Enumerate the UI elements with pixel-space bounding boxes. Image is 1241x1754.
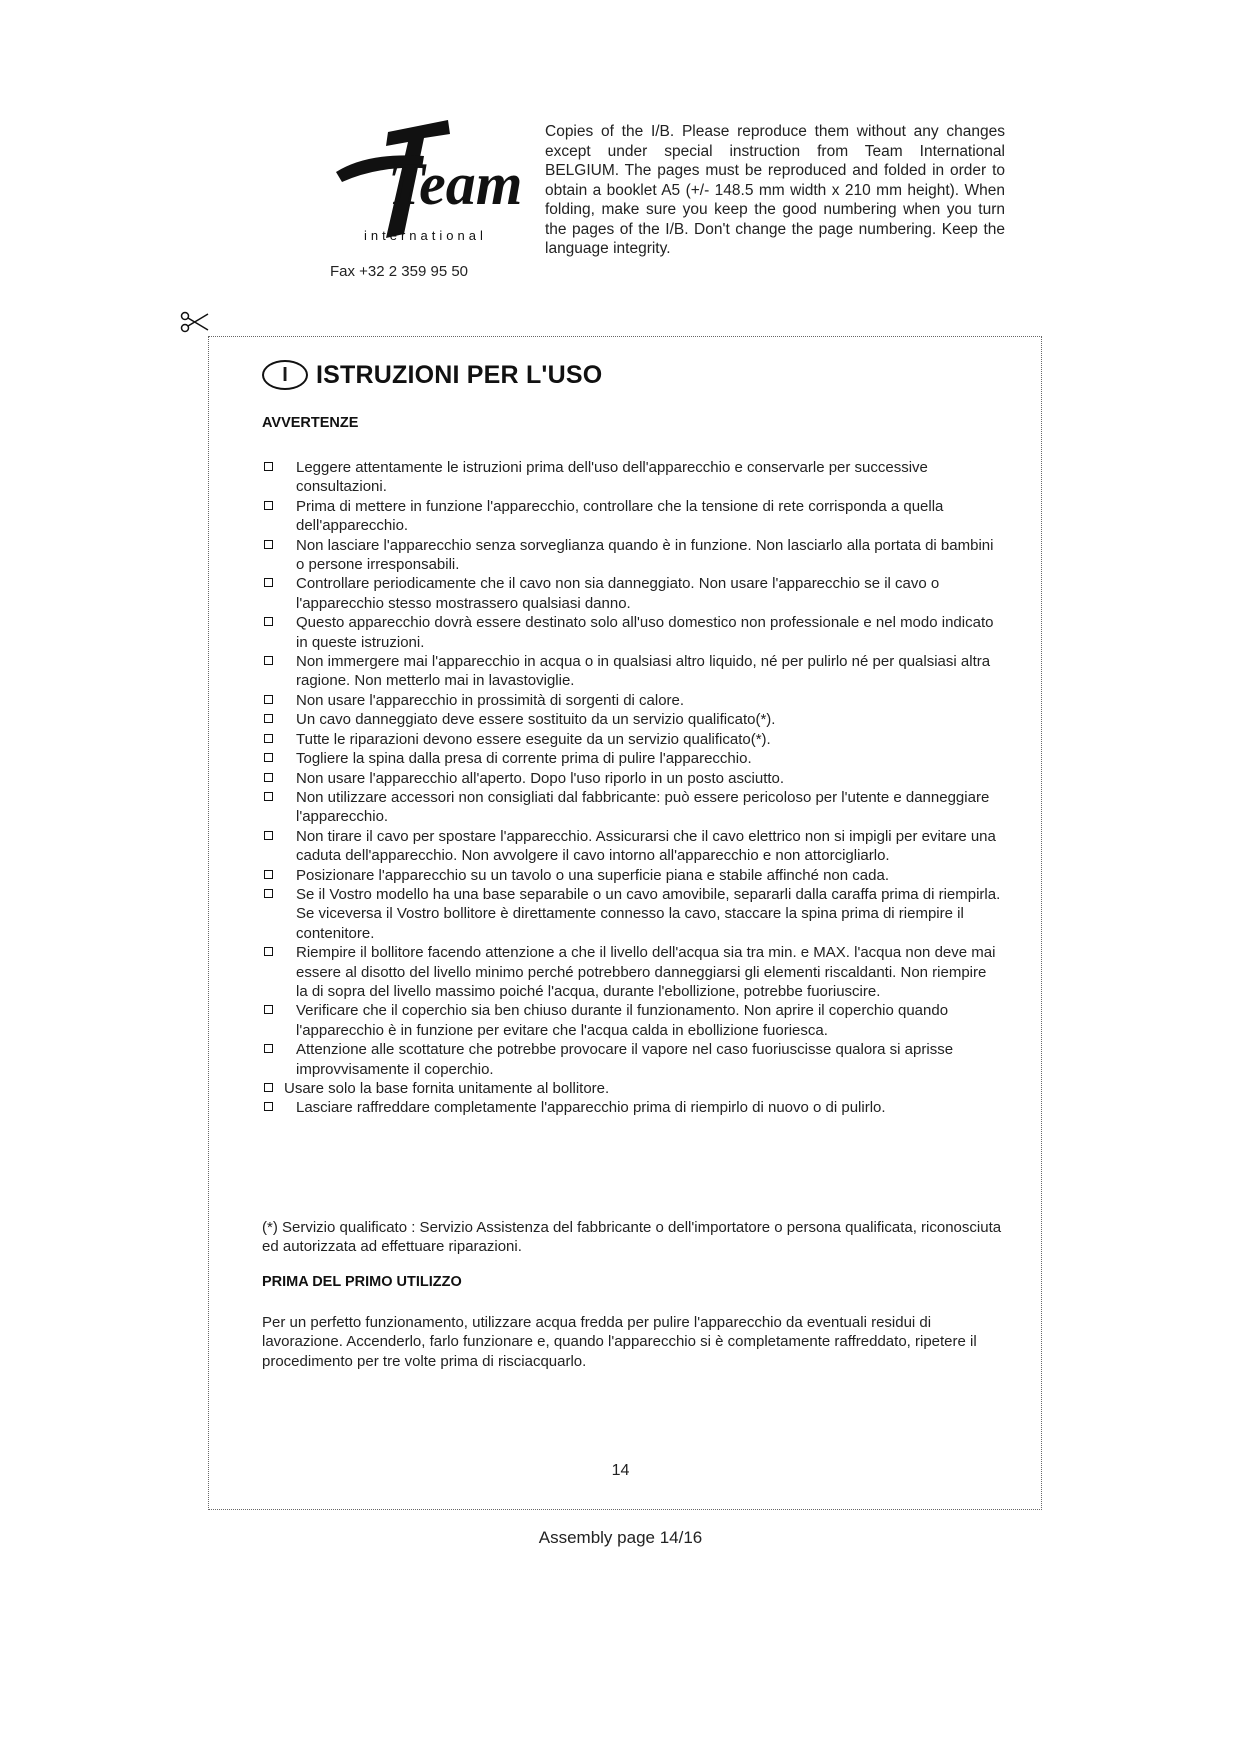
section-title-row [262,355,602,395]
list-item: Verificare che il coperchio sia ben chiuso durante il funzionamento. Non aprire il coperchio quando l'apparecchio è in funzione per evitare che l'acqua calda in ebollizione fuoriesca. [262,1001,1002,1040]
checkbox-bullet-icon [264,753,273,762]
list-item: Tutte le riparazioni devono essere eseguite da un servizio qualificato(*). [262,730,1002,749]
list-item: Non utilizzare accessori non consigliati dal fabbricante: può essere pericoloso per l'utente e danneggiare l'apparecchio. [262,788,1002,827]
section-title: ISTRUZIONI PER L'USO [316,360,603,389]
fax-number: Fax +32 2 359 95 50 [330,263,469,280]
checkbox-bullet-icon [264,656,273,665]
list-item: Leggere attentamente le istruzioni prima dell'uso dell'apparecchio e conservarle per successive consultazioni. [262,458,1002,497]
checkbox-bullet-icon [264,870,273,879]
list-item: Usare solo la base fornita unitamente al bollitore. [262,1079,1002,1098]
scissors-icon [180,310,210,334]
checkbox-bullet-icon [264,831,273,840]
checkbox-bullet-icon [264,617,273,626]
checkbox-bullet-icon [264,1083,273,1092]
list-item: Non usare l'apparecchio all'aperto. Dopo l'uso riporlo in un posto asciutto. [262,769,1002,788]
list-item: Non usare l'apparecchio in prossimità di sorgenti di calore. [262,691,1002,710]
list-item: Prima di mettere in funzione l'apparecchio, controllare che la tensione di rete corrisponda a quella dell'apparecchio. [262,497,1002,536]
list-item: Non lasciare l'apparecchio senza sorveglianza quando è in funzione. Non lasciarlo alla portata di bambini o persone irresponsabili. [262,536,1002,575]
logo-wordmark: Team [388,151,523,217]
list-item: Posizionare l'apparecchio su un tavolo o una superficie piana e stabile affinché non cada. [262,866,1002,885]
list-item: Controllare periodicamente che il cavo non sia danneggiato. Non usare l'apparecchio se il cavo o l'apparecchio stesso mostrassero qualsiasi danno. [262,574,1002,613]
list-item: Se il Vostro modello ha una base separabile o un cavo amovibile, separarli dalla caraffa prima di riempirla. Se viceversa il Vostro bollitore è direttamente connesso la cavo, staccare la spina prima di riempire il contenitore. [262,885,1002,943]
checkbox-bullet-icon [264,792,273,801]
list-item: Riempire il bollitore facendo attenzione a che il livello dell'acqua sia tra min. e MAX. l'acqua non deve mai essere al disotto del livello minimo perché potrebbero danneggiarsi gli elementi riscaldanti. Non riempire la di sopra del livello massimo poiché l'acqua, durante l'ebollizione, potrebbe fuoriuscire. [262,943,1002,1001]
checkbox-bullet-icon [264,773,273,782]
list-item: Attenzione alle scottature che potrebbe provocare il vapore nel caso fuoriuscisse qualora si aprisse improvvisamente il coperchio. [262,1040,1002,1079]
list-item: Questo apparecchio dovrà essere destinato solo all'uso domestico non professionale e nel modo indicato in queste istruzioni. [262,613,1002,652]
checkbox-bullet-icon [264,889,273,898]
team-international-logo [328,112,523,262]
warnings-heading: AVVERTENZE [262,415,359,431]
checkbox-bullet-icon [264,1005,273,1014]
logo-subtext: international [364,228,487,243]
page-number: 14 [611,1462,630,1479]
checkbox-bullet-icon [264,462,273,471]
assembly-page-label: Assembly page 14/16 [538,1528,703,1547]
list-item: Non immergere mai l'apparecchio in acqua o in qualsiasi altro liquido, né per pulirlo né per qualsiasi altra ragione. Non metterlo mai in lavastoviglie. [262,652,1002,691]
language-badge: I [262,360,308,390]
first-use-heading: PRIMA DEL PRIMO UTILIZZO [262,1274,462,1290]
checkbox-bullet-icon [264,1044,273,1053]
list-item: Un cavo danneggiato deve essere sostituito da un servizio qualificato(*). [262,710,1002,729]
checkbox-bullet-icon [264,540,273,549]
checkbox-bullet-icon [264,578,273,587]
checkbox-bullet-icon [264,947,273,956]
checkbox-bullet-icon [264,1102,273,1111]
checkbox-bullet-icon [264,714,273,723]
checkbox-bullet-icon [264,695,273,704]
list-item: Lasciare raffreddare completamente l'apparecchio prima di riempirlo di nuovo o di pulirlo. [262,1098,1002,1117]
list-item: Togliere la spina dalla presa di corrente prima di pulire l'apparecchio. [262,749,1002,768]
list-item: Non tirare il cavo per spostare l'apparecchio. Assicurarsi che il cavo elettrico non si impigli per evitare una caduta dell'apparecchio. Non avvolgere il cavo intorno all'apparecchio e non attorcigliarlo. [262,827,1002,866]
footnote: (*) Servizio qualificato : Servizio Assistenza del fabbricante o dell'importatore o persona qualificata, riconosciuta ed autorizzata ad effettuare riparazioni. [262,1219,1002,1256]
first-use-text: Per un perfetto funzionamento, utilizzare acqua fredda per pulire l'apparecchio da eventuali residui di lavorazione. Accenderlo, farlo funzionare e, quando l'apparecchio si è completamente raffreddato, ripetere il procedimento per tre volte prima di risciacquarlo. [262,1314,977,1370]
reproduction-note: Copies of the I/B. Please reproduce them without any changes except under special instruction from Team International BELGIUM. The pages must be reproduced and folded in order to obtain a booklet A5 (+/- 148.5 mm width x 210 mm height). When folding, make sure you keep the good numbering when you turn the pages of the I/B. Don't change the page numbering. Keep the language integrity. [545,123,1005,257]
checkbox-bullet-icon [264,734,273,743]
checkbox-bullet-icon [264,501,273,510]
warnings-list [262,458,1002,1118]
